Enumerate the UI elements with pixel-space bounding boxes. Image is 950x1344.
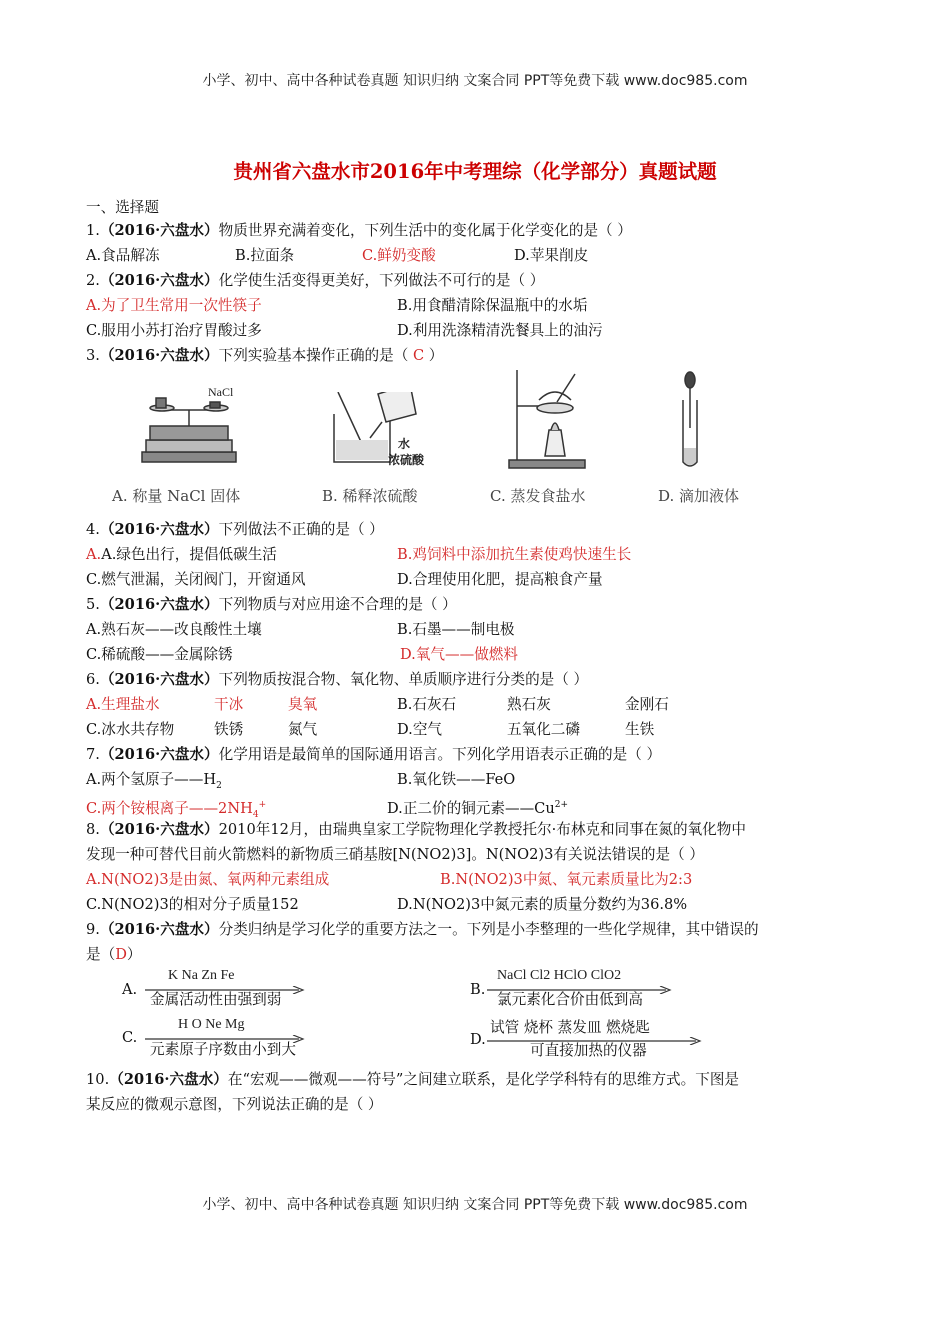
q5-stem: 5.（2016·六盘水）下列物质与对应用途不合理的是（ ）	[86, 596, 457, 613]
q5-option-c: C.稀硫酸——金属除锈	[86, 646, 233, 663]
page-footer: 小学、初中、高中各种试卷真题 知识归纳 文案合同 PPT等免费下载 www.doc985.com	[202, 1197, 748, 1213]
q9-a-label: A.	[122, 981, 138, 998]
evaporation-figure	[505, 366, 591, 470]
q7-option-b: B.氧化铁——FeO	[397, 771, 516, 788]
q9-c-bottom: 元素原子序数由小到大	[150, 1041, 296, 1058]
q6-option-c2: 铁锈	[214, 721, 244, 738]
q6-option-b1: B.石灰石	[397, 696, 457, 713]
q9-c-top: H O Ne Mg	[178, 1017, 245, 1032]
q6-option-c3: 氮气	[288, 721, 318, 738]
q5-option-d: D.氧气——做燃料	[400, 646, 518, 663]
q9-d-bottom: 可直接加热的仪器	[530, 1042, 647, 1059]
balance-figure	[138, 382, 240, 466]
q8-option-b: B.N(NO2)3中氮、氧元素质量比为2:3	[440, 871, 693, 888]
q1-option-a: A.食品解冻	[86, 247, 160, 264]
q5-option-a: A.熟石灰——改良酸性土壤	[86, 621, 262, 638]
q7-option-c: C.两个铵根离子$——2NH_4^+$	[86, 799, 267, 820]
q7-option-d: D.正二价的铜元素$——Cu^{2+}$	[387, 799, 569, 817]
q6-option-a3: 臭氧	[288, 696, 318, 713]
q8-option-a: A.N(NO2)3是由氮、氧两种元素组成	[86, 871, 330, 888]
q9-a-bottom: 金属活动性由强到弱	[150, 991, 282, 1008]
q9-stem-line2: 是（D）	[86, 946, 142, 963]
q5-option-b: B.石墨——制电极	[397, 621, 515, 638]
q4-option-d: D.合理使用化肥，提高粮食产量	[397, 571, 603, 588]
q6-option-c1: C.冰水共存物	[86, 721, 175, 738]
q1-option-c: C.鲜奶变酸	[362, 247, 436, 264]
acid-label: 浓硫酸	[388, 453, 425, 467]
section-heading: 一、选择题	[86, 199, 159, 216]
q2-option-a: A.为了卫生常用一次性筷子	[86, 297, 262, 314]
q3-caption-c: C. 蒸发食盐水	[490, 487, 586, 505]
q6-option-a1: A.生理盐水	[86, 696, 160, 713]
q10-stem-line1: 10.（2016·六盘水）在“宏观——微观——符号”之间建立联系，是化学学科特有的思维方式。下图是	[86, 1071, 740, 1088]
q9-d-label: D.	[470, 1031, 486, 1048]
q8-stem-line2: 发现一种可替代目前火箭燃料的新物质三硝基胺[N(NO2)3]。N(NO2)3有关说法错误的是（ ）	[86, 846, 704, 863]
q3-caption-a: A. 称量 NaCl 固体	[112, 487, 241, 505]
q6-option-d3: 生铁	[625, 721, 655, 738]
q6-option-d2: 五氧化二磷	[507, 721, 580, 738]
q1-option-b: B.拉面条	[235, 247, 295, 264]
q4-option-a: A.A.绿色出行，提倡低碳生活	[86, 546, 277, 563]
q9-c-label: C.	[122, 1029, 138, 1046]
q9-b-bottom: 氯元素化合价由低到高	[497, 991, 643, 1008]
page-title: 贵州省六盘水市2016年中考理综（化学部分）真题试题	[233, 160, 717, 183]
q4-stem: 4.（2016·六盘水）下列做法不正确的是（ ）	[86, 521, 384, 538]
q3-stem: 3.（2016·六盘水）下列实验基本操作正确的是（ C ）	[86, 347, 444, 364]
q2-option-b: B.用食醋清除保温瓶中的水垢	[397, 297, 588, 314]
q9-d-top: 试管 烧杯 蒸发皿 燃烧匙	[490, 1019, 650, 1036]
q9-b-top: NaCl Cl2 HClO ClO2	[497, 968, 622, 983]
q6-option-b3: 金刚石	[625, 696, 669, 713]
q7-option-a: A.两个氢原子$——H_2$	[86, 771, 222, 791]
q2-option-d: D.利用洗涤精清洗餐具上的油污	[397, 322, 603, 339]
q3-caption-d: D. 滴加液体	[658, 487, 740, 505]
q1-stem: 1.（2016·六盘水）物质世界充满着变化，下列生活中的变化属于化学变化的是（ ）	[86, 222, 632, 239]
q6-stem: 6.（2016·六盘水）下列物质按混合物、氧化物、单质顺序进行分类的是（ ）	[86, 671, 589, 688]
q4-option-c: C.燃气泄漏，关闭阀门，开窗通风	[86, 571, 306, 588]
q2-stem: 2.（2016·六盘水）化学使生活变得更美好，下列做法不可行的是（ ）	[86, 272, 545, 289]
q4-option-b: B.鸡饲料中添加抗生素使鸡快速生长	[397, 546, 632, 563]
q3-caption-b: B. 稀释浓硫酸	[322, 487, 418, 505]
q6-option-d1: D.空气	[397, 721, 443, 738]
dilution-figure	[330, 392, 440, 472]
q9-b-label: B.	[470, 981, 486, 998]
q8-option-d: D.N(NO2)3中氮元素的质量分数约为36.8%	[397, 896, 688, 913]
q10-stem-line2: 某反应的微观示意图，下列说法正确的是（ ）	[86, 1096, 383, 1113]
q8-option-c: C.N(NO2)3的相对分子质量152	[86, 896, 299, 913]
q9-a-top: K Na Zn Fe	[168, 968, 235, 983]
q2-option-c: C.服用小苏打治疗胃酸过多	[86, 322, 262, 339]
dropper-figure	[675, 370, 705, 472]
page-header: 小学、初中、高中各种试卷真题 知识归纳 文案合同 PPT等免费下载 www.doc985.com	[202, 73, 748, 89]
q7-stem: 7.（2016·六盘水）化学用语是最简单的国际通用语言。下列化学用语表示正确的是（ ）	[86, 746, 662, 763]
water-label: 水	[398, 437, 411, 451]
q6-option-b2: 熟石灰	[507, 696, 551, 713]
q8-stem-line1: 8.（2016·六盘水）2010年12月，由瑞典皇家工学院物理化学教授托尔·布林克和同事在氮的氧化物中	[86, 821, 746, 838]
q9-stem-line1: 9.（2016·六盘水）分类归纳是学习化学的重要方法之一。下列是小李整理的一些化学规律，其中错误的	[86, 921, 759, 938]
nacl-label: NaCl	[208, 385, 234, 399]
q1-option-d: D.苹果削皮	[514, 247, 589, 264]
q6-option-a2: 干冰	[214, 696, 244, 713]
